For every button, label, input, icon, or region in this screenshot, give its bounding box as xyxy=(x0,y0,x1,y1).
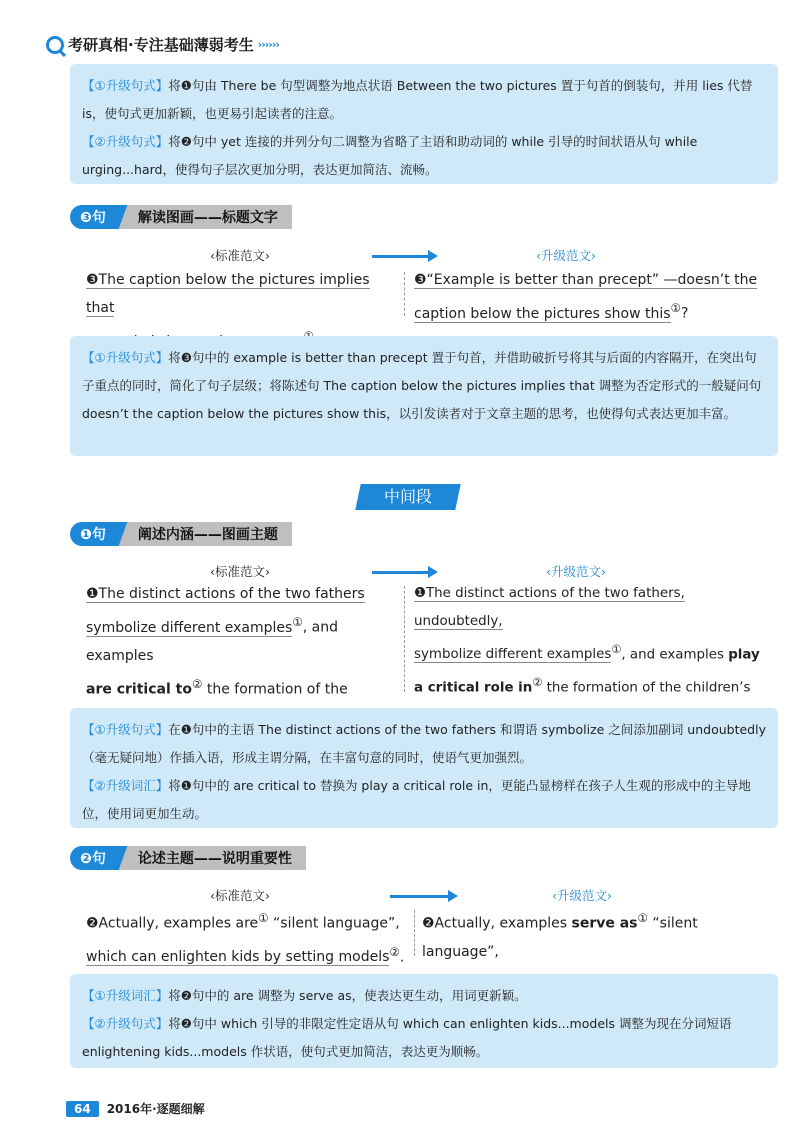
upgrade-label: ‹升级范文› xyxy=(552,888,612,903)
middle-paragraph-label: 中间段 xyxy=(355,484,461,510)
note-paragraph xyxy=(82,716,766,772)
sentence-text: a critical role in xyxy=(414,680,533,696)
sentence-text: the formation of the children’s xyxy=(546,680,751,696)
note-tag: 【①升级句式】 xyxy=(82,78,169,93)
note-text: 在❶句中的主语 The distinct actions of the two fathers 和谓语 symbolize 之间添加副词 undoubtedly（毫无疑问地）作插入语，形成主谓分隔，在丰富句意的同时，使语气更加强烈。 xyxy=(82,722,766,765)
column-divider xyxy=(414,910,415,956)
standard-sentence xyxy=(86,904,408,971)
page-footer xyxy=(66,1100,205,1117)
footnote-mark: ② xyxy=(532,676,543,690)
sentence-text: the formation of the xyxy=(206,681,348,698)
note-box-2 xyxy=(70,336,778,456)
note-text: 将❶句中的 are critical to 替换为 play a critical role in，更能凸显榜样在孩子人生观的形成中的主导地位，使用词更加生动。 xyxy=(82,778,751,821)
note-paragraph xyxy=(82,344,766,428)
column-divider xyxy=(404,586,405,692)
standard-label: ‹标准范文› xyxy=(210,564,270,579)
sentence-text: “silent language”, xyxy=(268,915,400,932)
footnote-mark: ① xyxy=(611,643,622,656)
note-tag: 【①升级句式】 xyxy=(82,722,169,737)
sentence-text: ? xyxy=(681,305,689,322)
sentence-text: symbolize different examples xyxy=(86,619,293,636)
column-divider xyxy=(404,272,405,316)
note-paragraph xyxy=(82,128,766,184)
page-header xyxy=(46,34,279,55)
footnote-mark: ① xyxy=(292,615,303,629)
note-paragraph xyxy=(82,72,766,128)
standard-label: ‹标准范文› xyxy=(210,888,270,903)
footer-text: 2016年·逐题细解 xyxy=(106,1102,205,1116)
sentence-text: ❶The distinct actions of the two fathers, undoubtedly, xyxy=(414,586,685,629)
arrow-icon xyxy=(372,255,430,258)
section-number: ❶句 xyxy=(70,522,116,546)
note-text: 将❷句中 which 引导的非限定性定语从句 which can enlighten kids...models 调整为现在分词短语 enlightening kids...models 作状语，使句式更加简洁，表达更为顺畅。 xyxy=(82,1016,732,1059)
note-text: 将❸句中的 example is better than precept 置于句首，并借助破折号将其与后面的内容隔开，在突出句子重点的同时，简化了句子层级；将陈述句 The caption below the pictures implies that 调整为否定形式的一般疑问句 doesn’t the caption below the pictures show this，以引发读者对于文章主题的思考，也使得句式表达更加丰富。 xyxy=(82,350,762,421)
section-header-2 xyxy=(70,846,306,870)
footnote-mark: ① xyxy=(670,301,681,315)
section-title: 阐述内涵——图画主题 xyxy=(130,522,292,546)
note-text: 将❶句由 There be 句型调整为地点状语 Between the two pictures 置于句首的倒装句，并用 lies 代替 is，使句式更加新颖，也更易引起读者的注意。 xyxy=(82,78,753,121)
arrow-icon xyxy=(372,571,430,574)
search-logo-icon xyxy=(46,36,64,54)
page-number: 64 xyxy=(66,1101,99,1117)
footnote-mark: ① xyxy=(637,911,648,925)
upgrade-label: ‹升级范文› xyxy=(546,564,606,579)
sentence-text: which can enlighten kids by setting models xyxy=(86,949,390,966)
note-tag: 【②升级词汇】 xyxy=(82,778,169,793)
section-divider xyxy=(116,846,130,870)
section-number: ❸句 xyxy=(70,205,116,229)
sentence-text: are critical to xyxy=(86,681,192,698)
section-divider xyxy=(116,205,130,229)
note-box-3 xyxy=(70,708,778,828)
sentence-text: ❸The caption below the pictures implies that xyxy=(86,272,370,316)
note-tag: 【①升级词汇】 xyxy=(82,988,169,1003)
standard-label: ‹标准范文› xyxy=(210,248,270,263)
header-title: 考研真相·专注基础薄弱考生 xyxy=(68,36,254,54)
sentence-text: , and examples xyxy=(621,647,729,663)
footnote-mark: ② xyxy=(191,676,203,691)
note-paragraph xyxy=(82,1010,766,1066)
sentence-text: , and examples xyxy=(86,619,339,664)
arrow-icon xyxy=(390,895,450,898)
section-divider xyxy=(116,522,130,546)
sentence-text: ❷Actually, examples xyxy=(422,915,572,932)
header-arrows: ›››››› xyxy=(257,38,279,51)
section-number: ❷句 xyxy=(70,846,116,870)
section-title: 解读图画——标题文字 xyxy=(130,205,292,229)
upgrade-sentence xyxy=(414,266,764,328)
section-header-3 xyxy=(70,205,292,229)
note-paragraph xyxy=(82,772,766,828)
footnote-mark: ① xyxy=(258,911,269,925)
sentence-text: “silent language”, xyxy=(422,915,698,960)
sentence-text: ❶The distinct actions of the two fathers xyxy=(86,586,365,602)
note-text: 将❷句中的 are 调整为 serve as，使表达更生动，用词更新颖。 xyxy=(168,988,527,1003)
note-tag: 【②升级句式】 xyxy=(82,1016,169,1031)
note-tag: 【②升级句式】 xyxy=(82,134,169,149)
upgrade-label: ‹升级范文› xyxy=(536,248,596,263)
sentence-text: symbolize different examples xyxy=(414,647,612,663)
note-box-4 xyxy=(70,974,778,1068)
sentence-text: play xyxy=(728,647,760,663)
sentence-text: . xyxy=(399,949,405,966)
note-box-1 xyxy=(70,64,778,184)
note-paragraph xyxy=(82,982,766,1010)
note-text: 将❷句中 yet 连接的并列分句二调整为省略了主语和助动词的 while 引导的时间状语从句 while urging...hard，使得句子层次更加分明，表达更加简洁、流畅。 xyxy=(82,134,698,177)
section-title: 论述主题——说明重要性 xyxy=(130,846,306,870)
sentence-text: serve as xyxy=(571,915,638,932)
section-header-1 xyxy=(70,522,292,546)
footnote-mark: ② xyxy=(389,944,400,959)
sentence-text: ❸“Example is better than precept” —doesn’t the xyxy=(414,272,758,288)
sentence-text: caption below the pictures show this xyxy=(414,305,671,322)
sentence-text: ❷Actually, examples are xyxy=(86,915,259,932)
note-tag: 【①升级句式】 xyxy=(82,350,169,365)
